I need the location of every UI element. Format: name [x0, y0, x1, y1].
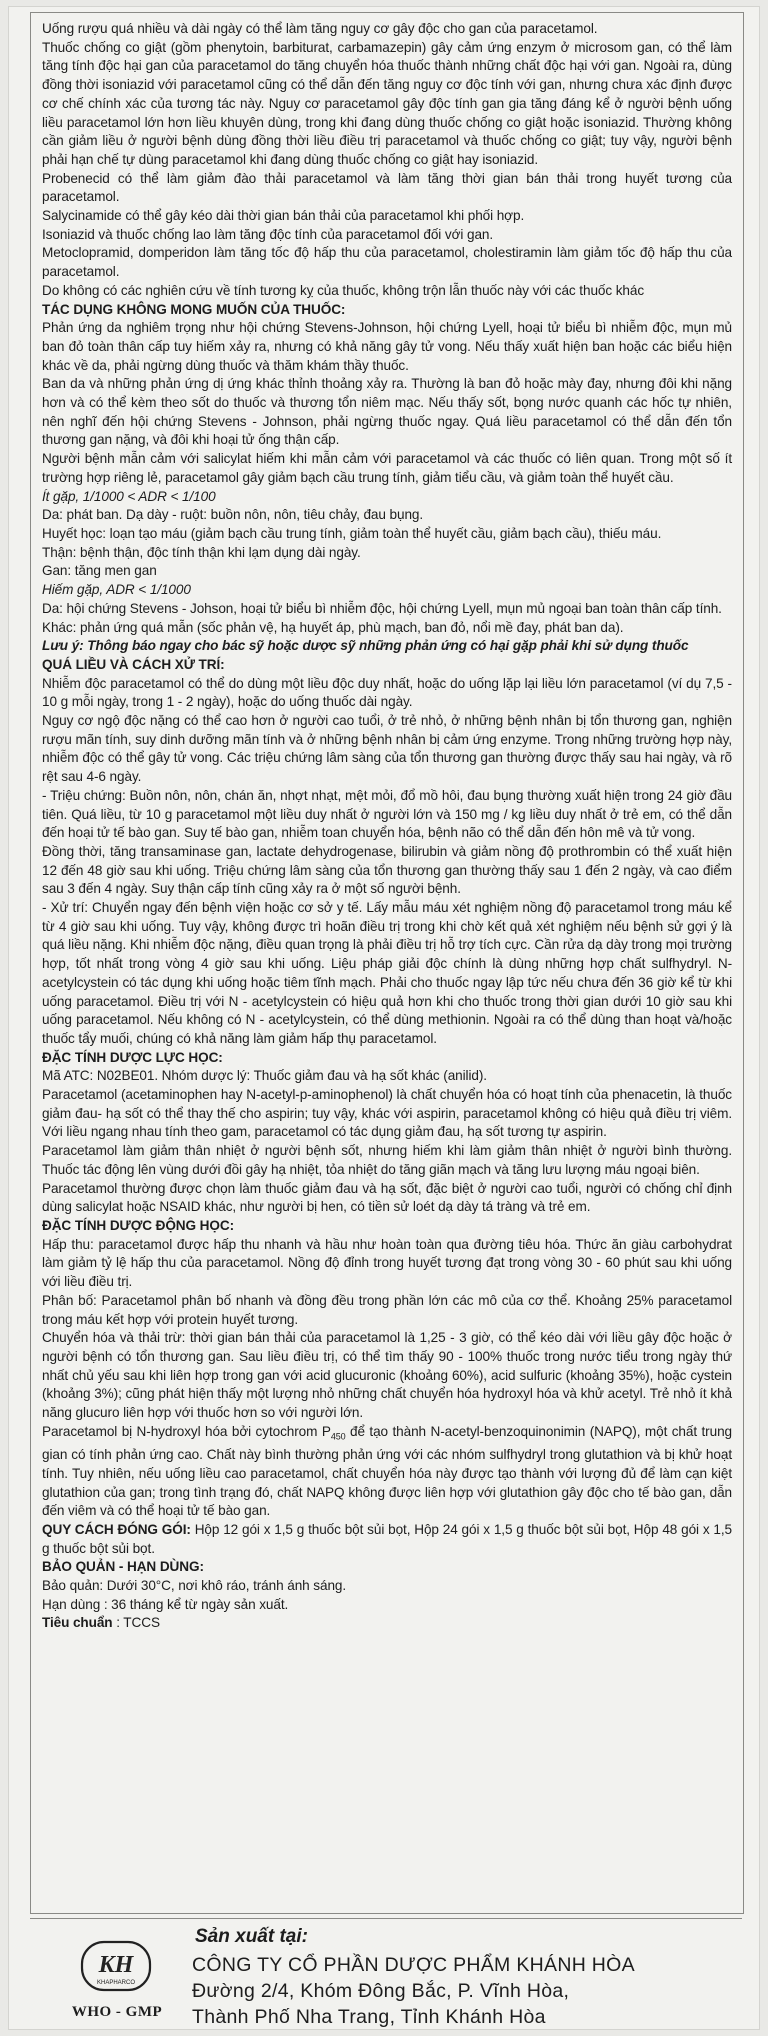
paragraph-text: : TCCS [116, 1615, 160, 1631]
body-paragraph: Ban da và những phản ứng dị ứng khác thỉnh thoảng xảy ra. Thường là ban đỏ hoặc mày đay, nhưng đôi khi nặng hơn và có thể kèm theo sốt do thuốc và thương tổn niêm mạc. Nếu thấy sốt, bọng nước quanh các hốc tự nhiên, nên nghĩ đến hội chứng Stevens - Johnson, phải ngừng thuốc ngay. Quá liều paracetamol có thể dẫn đến tổn thương gan nặng, và đôi khi hoại tử ống thận cấp. [42, 376, 732, 448]
produced-at-label: Sản xuất tại: [195, 1926, 308, 1947]
labelled-paragraph [42, 1614, 732, 1633]
section-heading: TÁC DỤNG KHÔNG MONG MUỐN CỦA THUỐC: [42, 301, 346, 317]
body-paragraph: Đồng thời, tăng transaminase gan, lactate dehydrogenase, bilirubin và giảm nồng độ prothrombin có thể xuất hiện 12 đến 48 giờ sau khi uống. Triệu chứng lâm sàng của tổn thương gan thường thấy sau 1 đến 2 ngày, và cao điểm sau 3 đến 4 ngày. Suy thận cấp tính cũng xảy ra ở một số người bệnh. [42, 843, 732, 897]
body-paragraph: Paracetamol thường được chọn làm thuốc giảm đau và hạ sốt, đặc biệt ở người cao tuổi, người có chống chỉ định dùng salicylat hoặc NSAID khác, như người bị hen, có tiền sử loét dạ dày tá tràng và trẻ em. [42, 1180, 732, 1215]
section-heading: ĐẶC TÍNH DƯỢC LỰC HỌC: [42, 1049, 223, 1065]
body-paragraph: Uống rượu quá nhiều và dài ngày có thể làm tăng nguy cơ gây độc cho gan của paracetamol. [42, 21, 598, 36]
body-paragraph: Thuốc chống co giật (gồm phenytoin, barbiturat, carbamazepin) gây cảm ứng enzym ở microsom gan, có thể làm tăng tính độc hại gan của paracetamol do tăng chuyển hóa thuốc thành những chất độc hại với gan. Ngoài ra, dùng đồng thời isoniazid với paracetamol cũng có thể dẫn đến tăng nguy cơ độc tính với gan, nhưng chưa xác định được cơ chế chính xác của tương tác này. Nguy cơ paracetamol gây độc tính gan gia tăng đáng kể ở người bệnh uống liều paracetamol lớn hơn liều khuyên dùng, trong khi đang dùng thuốc chống co giật hoặc isoniazid. Thường không cần giảm liều ở người bệnh dùng đồng thời liều điều trị paracetamol và thuốc chống co giật; tuy vậy, người bệnh phải hạn chế tự dùng paracetamol khi đang dùng thuốc chống co giật hay isoniazid. [42, 39, 732, 167]
body-paragraph: Metoclopramid, domperidon làm tăng tốc độ hấp thu của paracetamol, cholestiramin làm giảm tốc độ hấp thu của paracetamol. [42, 245, 732, 280]
labelled-paragraph [42, 1521, 732, 1558]
body-paragraph: Mã ATC: N02BE01. Nhóm dược lý: Thuốc giảm đau và hạ sốt khác (anilid). [42, 1068, 487, 1084]
logo-monogram: KH [98, 1952, 134, 1978]
body-paragraph: Hấp thu: paracetamol được hấp thu nhanh và hầu như hoàn toàn qua đường tiêu hóa. Thức ăn giàu carbohydrat làm giảm tỷ lệ hấp thu của paracetamol. Nồng độ đỉnh trong huyết tương đạt trong vòng 30 - 60 phút sau khi uống với liều điều trị. [42, 1236, 732, 1290]
frequency-heading: Ít gặp, 1/1000 < ADR < 1/100 [42, 488, 216, 504]
leaflet-text [42, 20, 732, 1633]
body-paragraph: Nhiễm độc paracetamol có thể do dùng một liều độc duy nhất, hoặc do uống lặp lại liều lớn paracetamol (ví dụ 7,5 - 10 g mỗi ngày, trong 1 - 2 ngày), hoặc do uống thuốc dài ngày. [42, 675, 732, 710]
body-paragraph: Da: hội chứng Stevens - Johson, hoại tử biểu bì nhiễm độc, hội chứng Lyell, mụn mủ ngoại ban toàn thân cấp tính. [42, 600, 722, 616]
body-paragraph: Người bệnh mẫn cảm với salicylat hiếm khi mẫn cảm với paracetamol và các thuốc có liên quan. Trong một số ít trường hợp riêng lẻ, paracetamol gây giảm bạch cầu trung tính, giảm tiểu cầu, và giảm toàn thể huyết cầu. [42, 451, 732, 485]
body-paragraph: Khác: phản ứng quá mẫn (sốc phản vệ, hạ huyết áp, phù mạch, ban đỏ, nổi mề đay, phát ban da). [42, 619, 624, 635]
body-paragraph: Paracetamol làm giảm thân nhiệt ở người bệnh sốt, nhưng hiếm khi làm giảm thân nhiệt ở người bình thường. Thuốc tác động lên vùng dưới đồi gây hạ nhiệt, tỏa nhiệt do tăng giãn mạch và tăng lưu lượng máu ngoại biên. [42, 1143, 732, 1177]
address-line-2: Thành Phố Nha Trang, Tỉnh Khánh Hòa [192, 2006, 546, 2028]
frequency-heading: Hiếm gặp, ADR < 1/1000 [42, 582, 191, 598]
section-heading: QUÁ LIỀU VÀ CÁCH XỬ TRÍ: [42, 656, 225, 672]
body-paragraph: Isoniazid và thuốc chống lao làm tăng độc tính của paracetamol đối với gan. [42, 226, 494, 242]
body-paragraph: Paracetamol (acetaminophen hay N-acetyl-p-aminophenol) là chất chuyển hóa có hoạt tính của phenacetin, là thuốc giảm đau- hạ sốt có thể thay thế cho aspirin; tuy vậy, khác với aspirin, paracetamol không có hiệu quả điều trị viêm. Với liều ngang nhau tính theo gam, paracetamol có tác dụng giảm đau, hạ sốt tương tự aspirin. [42, 1087, 732, 1140]
khapharco-logo [80, 1940, 152, 1992]
section-heading: ĐẶC TÍNH DƯỢC ĐỘNG HỌC: [42, 1218, 234, 1233]
address-line-1: Đường 2/4, Khóm Đông Bắc, P. Vĩnh Hòa, [192, 1980, 570, 2002]
body-paragraph: Hạn dùng : 36 tháng kể từ ngày sản xuất. [42, 1596, 289, 1612]
paragraph-label: QUY CÁCH ĐÓNG GÓI: [42, 1521, 191, 1537]
body-paragraph: - Xử trí: Chuyển ngay đến bệnh viện hoặc cơ sở y tế. Lấy mẫu máu xét nghiệm nồng độ paracetamol trong máu kể từ 4 giờ sau khi uống. Tuy vậy, không được trì hoãn điều trị trong khi chờ kết quả xét nghiệm nếu bệnh sử gợi ý là quá liều nặng. Khi nhiễm độc nặng, điều quan trọng là phải điều trị hỗ trợ tích cực. Cần rửa dạ dày trong mọi trường hợp, tốt nhất trong vòng 4 giờ sau khi uống. Liệu pháp giải độc chính là dùng những hợp chất sulfhydryl. N-acetylcystein có tác dụng khi uống hoặc tiêm tĩnh mạch. Phải cho thuốc ngay lập tức nếu chưa đến 36 giờ kể từ khi uống paracetamol. Điều trị với N - acetylcystein có hiệu quả hơn khi cho thuốc trong thời gian dưới 10 giờ sau khi uống paracetamol. Nếu không có N - acetylcystein, có thể dùng methionin. Ngoài ra có thể dùng than hoạt và/hoặc thuốc tẩy muối, chúng có khả năng làm giảm hấp thụ paracetamol. [42, 900, 732, 1046]
body-paragraph: Do không có các nghiên cứu về tính tương kỵ của thuốc, không trộn lẫn thuốc này với các thuốc khác [42, 282, 645, 298]
body-paragraph: Gan: tăng men gan [42, 563, 157, 579]
body-paragraph: Bảo quản: Dưới 30°C, nơi khô ráo, tránh ánh sáng. [42, 1578, 347, 1594]
footer-divider [30, 1918, 742, 1919]
body-paragraph: Phản ứng da nghiêm trọng như hội chứng Stevens-Johnson, hội chứng Lyell, hoại tử biểu bì nhiễm độc, mụn mủ ban đỏ toàn thân cấp tuy hiếm xảy ra, nhưng có khả năng gây tử vong. Nếu thấy xuất hiện ban hoặc các biểu hiện khác về da, phải ngừng dùng thuốc và thăm khám thầy thuốc. [42, 320, 732, 373]
gmp-certification: WHO - GMP [71, 2004, 163, 2020]
body-paragraph: - Triệu chứng: Buồn nôn, nôn, chán ăn, nhợt nhạt, mệt mỏi, đổ mồ hôi, đau bụng thường xuất hiện trong 24 giờ đầu tiên. Quá liều, từ 10 g paracetamol một liều duy nhất ở người lớn và 150 mg / kg liều duy nhất ở trẻ em, có thể dẫn đến hoại tử tế bào gan. Suy tế bào gan, nhiễm toan chuyển hóa, bệnh não có thể dẫn đến hôn mê và tử vong. [42, 787, 732, 841]
body-paragraph: Huyết học: loạn tạo máu (giảm bạch cầu trung tính, giảm toàn thể huyết cầu, giảm bạch cầu), thiếu máu. [42, 525, 662, 541]
body-paragraph: Phân bố: Paracetamol phân bố nhanh và đồng đều trong phần lớn các mô của cơ thể. Khoảng 25% paracetamol trong máu kết hợp với protein huyết tương. [42, 1292, 732, 1327]
section-heading: BẢO QUẢN - HẠN DÙNG: [42, 1559, 204, 1575]
paragraph-label: Tiêu chuẩn [42, 1615, 113, 1631]
logo-subtext: KHAPHARCO [96, 1980, 136, 1986]
company-name: CÔNG TY CỔ PHẦN DƯỢC PHẨM KHÁNH HÒA [192, 1954, 635, 1976]
body-paragraph: Thận: bệnh thận, độc tính thận khi lạm dụng dài ngày. [42, 544, 361, 560]
paragraph-text: Hộp 12 gói x 1,5 g thuốc bột sủi bọt, Hộp 24 gói x 1,5 g thuốc bột sủi bọt, Hộp 48 gói x 1,5 g thuốc bột sủi bọt. [42, 1521, 732, 1556]
manufacturer-footer [30, 1920, 742, 2034]
body-paragraph: Probenecid có thể làm giảm đào thải paracetamol và làm tăng thời gian bán thải trong huyết tương của paracetamol. [42, 170, 732, 205]
warning-note: Lưu ý: Thông báo ngay cho bác sỹ hoặc dược sỹ những phản ứng có hại gặp phải khi sử dụng thuốc [42, 638, 689, 654]
leaflet-sheet [8, 6, 760, 2030]
body-paragraph: Paracetamol bị N-hydroxyl hóa bởi cytochrom $P_{450}$ để tạo thành N-acetyl-benzoquinonimin (NAPQ), một chất trung gian có tính phản ứng cao. Chất này bình thường phản ứng với các nhóm sulfhydryl trong glutathion và bị khử hoạt tính. Tuy nhiên, nếu uống liều cao paracetamol, chất chuyển hóa này được tạo thành với lượng đủ để làm cạn kiệt glutathion của gan; trong tình trạng đó, chất NAPQ không được liên hợp với glutathion gây độc cho tế bào gan, dẫn đến viêm và có thể hoại tử tế bào gan. [42, 1423, 732, 1519]
body-paragraph: Chuyển hóa và thải trừ: thời gian bán thải của paracetamol là 1,25 - 3 giờ, có thể kéo dài với liều gây độc hoặc ở người bệnh có tổn thương gan. Sau liều điều trị, có thể tìm thấy 90 - 100% thuốc trong nước tiểu trong ngày thứ nhất chủ yếu sau khi liên hợp trong gan với acid glucuronic (khoảng 60%), acid sulfuric (khoảng 35%), hoặc cystein (khoảng 3%); cũng phát hiện thấy một lượng nhỏ những chất chuyển hóa hydroxyl hóa và khử acetyl. Trẻ nhỏ ít khả năng glucuro liên hợp với thuốc hơn so với người lớn. [42, 1330, 732, 1421]
body-paragraph: Nguy cơ ngộ độc nặng có thể cao hơn ở người cao tuổi, ở trẻ nhỏ, ở những bệnh nhân bị tổn thương gan, nghiện rượu mãn tính, suy dinh dưỡng mãn tính và ở những bệnh nhân bị cảm ứng enzyme. Trong những trường hợp này, nhiễm độc có thể gây tử vong. Các triệu chứng lâm sàng của tổn thương gan thường được thấy sau hai ngày, và rõ rệt sau 4-6 ngày. [42, 713, 732, 785]
body-paragraph: Salycinamide có thể gây kéo dài thời gian bán thải của paracetamol khi phối hợp. [42, 208, 525, 224]
body-paragraph: Da: phát ban. Dạ dày - ruột: buồn nôn, nôn, tiêu chảy, đau bụng. [42, 507, 424, 523]
